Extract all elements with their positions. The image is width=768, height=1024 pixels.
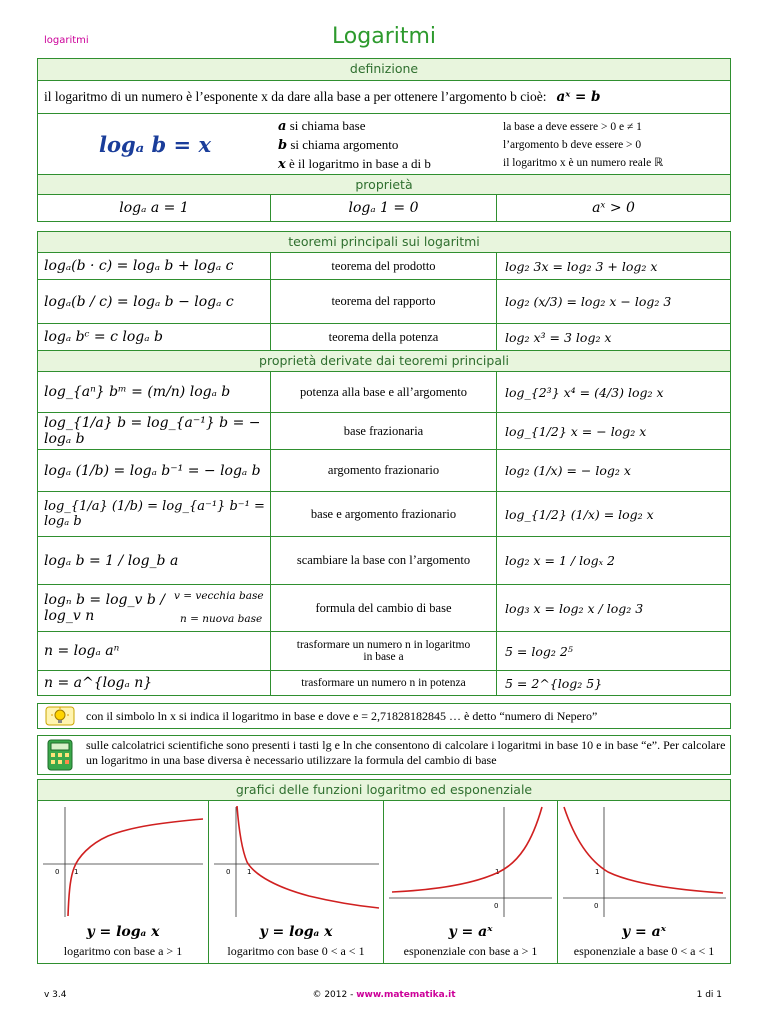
derived-row-6-formula: logₙ b = log_v b / log_v n (44, 592, 165, 624)
theorem-row-3-example: log₂ x³ = 3 log₂ x (505, 329, 612, 345)
conditions-list (503, 118, 663, 172)
role-base: a si chiama base (278, 118, 366, 134)
graph-exp-base-lt-1 (558, 802, 730, 962)
derived-row-4-formula: log_{1/a} (1/b) = log_{a⁻¹} b⁻¹ = logₐ b (44, 499, 265, 529)
derived-row-6-note-new: n = nuova base (180, 613, 263, 625)
graph-3-plot (384, 802, 557, 920)
derived-row-5-example: log₂ x = 1 / logₓ 2 (505, 553, 615, 568)
derived-row-4-example: log_{1/2} (1/x) = log₂ x (505, 506, 654, 522)
graph-3-formula: y = aˣ (448, 924, 493, 940)
theorem-row-1-formula: logₐ(b · c) = logₐ b + logₐ c (44, 258, 234, 274)
theorem-row-1-name: teorema del prodotto (331, 258, 436, 273)
condition-real: il logaritmo x è un numero reale ℝ (503, 157, 664, 169)
condition-argument: l’argomento b deve essere > 0 (503, 139, 642, 151)
graph-2-plot (209, 802, 383, 920)
curve (237, 806, 379, 908)
definition-heading: definizione (38, 59, 730, 81)
derived-row-5-name: scambiare la base con l’argomento (296, 553, 471, 567)
tick-zero: 0 (594, 902, 599, 910)
theorem-row-2-formula: logₐ(b / c) = logₐ b − logₐ c (44, 293, 234, 310)
graphs-heading: grafici delle funzioni logaritmo ed esponenziale (38, 780, 730, 801)
main-formula: logₐ b = x (99, 131, 211, 157)
property-3: aˣ > 0 (592, 200, 635, 216)
derived-row-1-name: potenza alla base e all’argomento (299, 384, 468, 399)
tick-zero: 0 (55, 868, 60, 876)
property-2: logₐ 1 = 0 (348, 200, 419, 216)
curve (564, 807, 723, 893)
page-title: Logaritmi (331, 24, 437, 49)
derived-row-3-name: argomento frazionario (327, 463, 440, 477)
derived-row-2-name: base frazionaria (343, 423, 424, 438)
topic-label: logaritmi (44, 35, 89, 46)
derived-row-2-formula: log_{1/a} b = log_{a⁻¹} b = − logₐ b (44, 415, 261, 447)
role-argument: b si chiama argomento (278, 137, 399, 153)
graph-4-caption: esponenziale a base 0 < a < 1 (573, 944, 715, 958)
graph-log-base-lt-1 (209, 802, 383, 962)
tick-one: 1 (495, 868, 500, 876)
derived-row-7-example: 5 = log₂ 2⁵ (505, 643, 573, 659)
calculator-text: sulle calcolatrici scientifiche sono presenti i tasti lg e ln che consentono di calcolare i logaritmi in base 10 e in base “e”. Per calcolare un logaritmo in una base diversa è necessario utilizzare la formula del cambio di base (86, 738, 726, 767)
derived-row-7-formula: n = logₐ aⁿ (44, 643, 120, 659)
derived-heading: proprietà derivate dai teoremi principali (38, 350, 730, 372)
properties-heading: proprietà (38, 174, 730, 195)
graph-log-base-gt-1 (38, 802, 208, 962)
theorem-row-3-formula: logₐ bᶜ = c logₐ b (44, 329, 163, 345)
derived-row-4-name: base e argomento frazionario (310, 506, 457, 521)
derived-row-8-name: trasformare un numero n in potenza (301, 677, 466, 689)
graph-1-formula: y = logₐ x (86, 924, 160, 940)
tick-zero: 0 (226, 868, 231, 876)
graph-4-plot (558, 802, 730, 920)
tick-zero: 0 (494, 902, 499, 910)
graph-1-plot (38, 802, 208, 920)
curve (392, 807, 542, 892)
derived-row-6-example: log₃ x = log₂ x / log₂ 3 (505, 600, 644, 616)
derived-row-6-name: formula del cambio di base (315, 600, 452, 615)
derived-row-8-example: 5 = 2^{log₂ 5} (505, 675, 603, 691)
calculator-icon (45, 739, 75, 771)
roles-list (278, 117, 431, 174)
property-1: logₐ a = 1 (119, 200, 189, 216)
role-log: x è il logaritmo in base a di b (278, 156, 431, 172)
graph-3-caption: esponenziale con base a > 1 (403, 944, 538, 958)
definition-sentence: il logaritmo di un numero è l’esponente x da dare alla base a per ottenere l’argomento b cioè: aˣ = b (44, 89, 601, 105)
graph-1-caption: logaritmo con base a > 1 (63, 944, 183, 958)
footer-version: v 3.4 (44, 990, 67, 1000)
graph-2-caption: logaritmo con base 0 < a < 1 (227, 944, 365, 958)
footer-copyright: © 2012 - www.matematika.it (312, 990, 456, 1000)
derived-row-7-name: trasformare un numero n in logaritmo in base a (296, 639, 471, 663)
derived-row-3-formula: logₐ (1/b) = logₐ b⁻¹ = − logₐ b (44, 462, 261, 479)
lightbulb-icon (45, 706, 75, 726)
tick-one: 1 (74, 868, 79, 876)
nepero-text: con il simbolo ln x si indica il logaritmo in base e dove e = 2,71828182845 … è detto “numero di Nepero” (86, 709, 598, 723)
condition-base: la base a deve essere > 0 e ≠ 1 (503, 121, 642, 133)
derived-row-8-formula: n = a^{logₐ n} (44, 675, 153, 691)
curve (68, 819, 203, 916)
derived-row-5-formula: logₐ b = 1 / log_b a (44, 552, 179, 569)
footer-page: 1 di 1 (696, 990, 722, 1000)
theorem-row-2-example: log₂ (x/3) = log₂ x − log₂ 3 (505, 294, 672, 309)
theorems-heading: teoremi principali sui logaritmi (38, 232, 730, 253)
theorem-row-2-name: teorema del rapporto (331, 294, 436, 308)
derived-row-6-note-old: v = vecchia base (174, 590, 264, 602)
theorem-row-1-example: log₂ 3x = log₂ 3 + log₂ x (505, 258, 658, 274)
theorem-row-3-name: teorema della potenza (328, 329, 439, 344)
graph-2-formula: y = logₐ x (259, 924, 333, 940)
footer-site-link[interactable]: www.matematika.it (356, 990, 456, 1000)
graph-4-formula: y = aˣ (622, 924, 666, 940)
tick-one: 1 (595, 868, 600, 876)
derived-row-2-example: log_{1/2} x = − log₂ x (505, 423, 647, 439)
derived-row-1-example: log_{2³} x⁴ = (4/3) log₂ x (505, 384, 664, 400)
derived-row-1-formula: log_{aⁿ} bᵐ = (m/n) logₐ b (44, 384, 231, 400)
tick-one: 1 (247, 868, 252, 876)
graph-exp-base-gt-1 (384, 802, 557, 962)
derived-row-3-example: log₂ (1/x) = − log₂ x (505, 463, 631, 478)
